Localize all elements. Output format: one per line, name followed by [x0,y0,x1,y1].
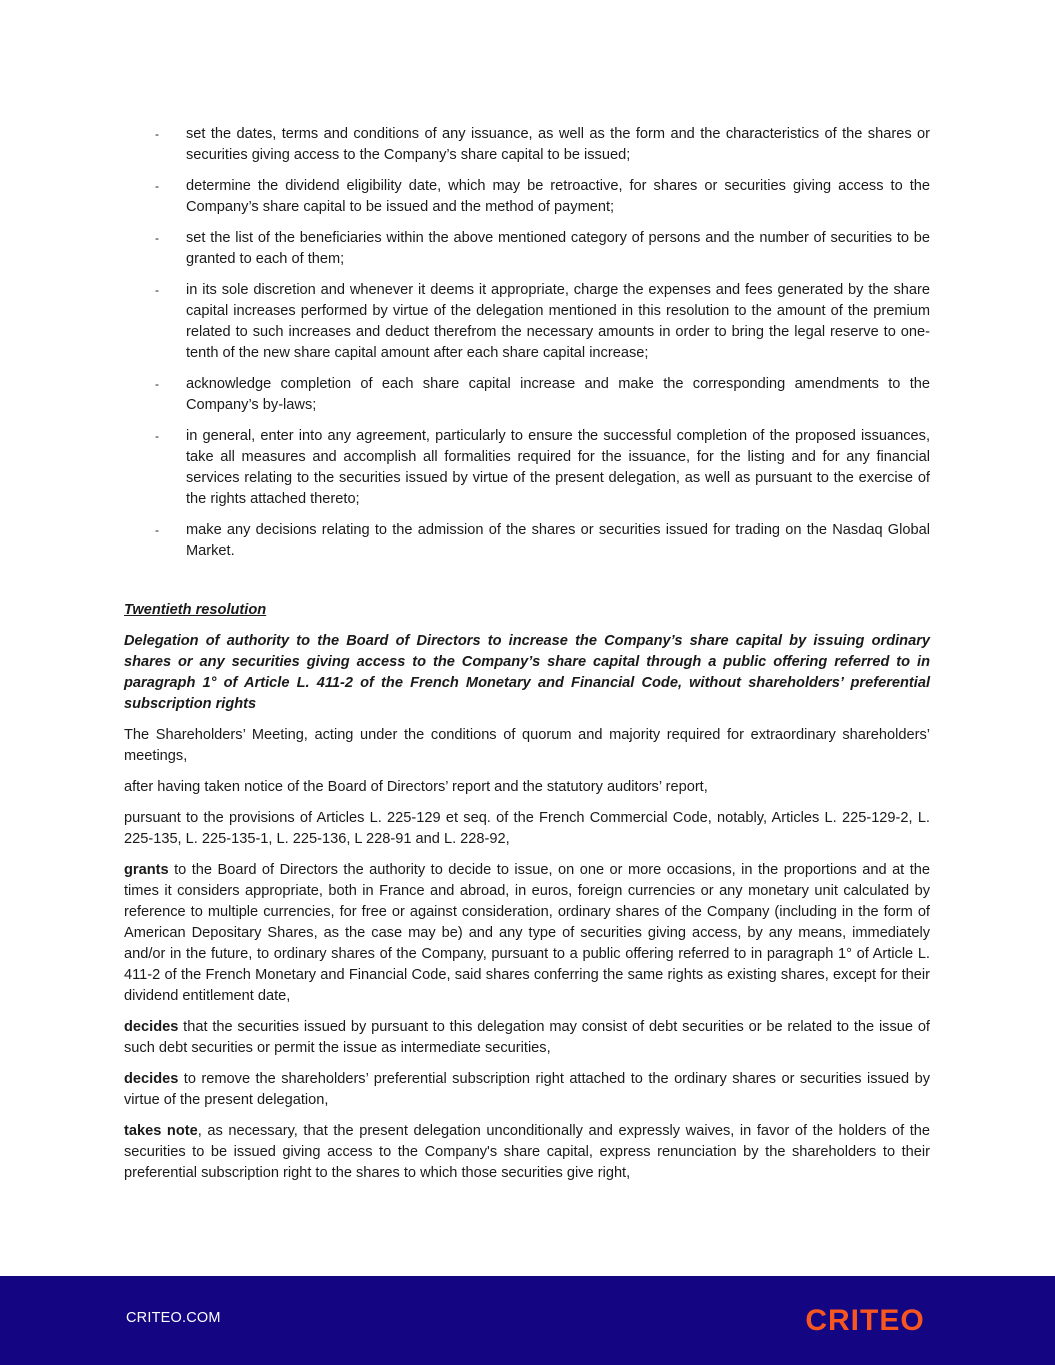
list-item: - set the list of the beneficiaries within the above mentioned category of persons and the number of securities to be granted to each of them; [155,230,930,267]
list-item: - set the dates, terms and conditions of any issuance, as well as the form and the characteristics of the shares or securities giving access to the Company’s share capital to be issued; [155,126,930,163]
bullet-dash: - [155,377,159,391]
paragraph-takes-note: takes note, as necessary, that the present delegation unconditionally and expressly waives, in favor of the holders of the securities to be issued giving access to the Company's share capital, express renunciation by the shareholders to their preferential subscription right to the shares to which those securities give right, [124,1123,930,1181]
paragraph-decides: decides that the securities issued by pursuant to this delegation may consist of debt securities or be related to the issue of such debt securities or permit the issue as intermediate securities, [124,1019,930,1056]
resolution-title: Delegation of authority to the Board of Directors to increase the Company’s share capital by issuing ordinary shares or any securities giving access to the Company’s share capital through a public offering referred to in paragraph 1° of Article L. 411-2 of the French Monetary and Financial Code, without shareholders’ preferential subscription rights [124,633,930,712]
paragraph: after having taken notice of the Board of Directors’ report and the statutory auditors’ report, [124,779,708,795]
list-item: - make any decisions relating to the admission of the shares or securities issued for trading on the Nasdaq Global Market. [155,522,930,559]
bullet-dash: - [155,179,159,193]
paragraph-lead: grants [124,862,169,878]
criteo-logo [800,1304,930,1336]
footer-site-link[interactable]: CRITEO.COM [126,1310,221,1326]
bullet-dash: - [155,429,159,443]
resolution-heading: Twentieth resolution [124,602,267,618]
list-item: - determine the dividend eligibility date, which may be retroactive, for shares or securities giving access to the Company’s share capital to be issued and the method of payment; [155,178,930,215]
bullet-dash: - [155,283,159,297]
page-footer [0,1276,1055,1365]
bullet-list [124,124,930,562]
paragraph: The Shareholders’ Meeting, acting under the conditions of quorum and majority required for extraordinary shareholders’ meetings, [124,727,930,764]
paragraph-decides: decides to remove the shareholders’ preferential subscription right attached to the ordinary shares or securities issued by virtue of the present delegation, [124,1071,930,1108]
bullet-dash: - [155,127,159,141]
paragraph-lead: decides [124,1071,179,1087]
paragraph-lead: decides [124,1019,179,1035]
paragraph-lead: takes note [124,1123,198,1139]
paragraph: pursuant to the provisions of Articles L. 225-129 et seq. of the French Commercial Code, notably, Articles L. 225-129-2, L. 225-135, L. 225-135-1, L. 225-136, L 228-91 and L. 228-92, [124,810,930,847]
document-body [124,124,930,1194]
list-item: - acknowledge completion of each share capital increase and make the corresponding amendments to the Company’s by-laws; [155,376,930,413]
list-item: - in its sole discretion and whenever it deems it appropriate, charge the expenses and fees generated by the share capital increases performed by virtue of the delegation mentioned in this resolution to the amount of the premium related to such increases and deduct therefrom the necessary amounts in order to bring the legal reserve to one-tenth of the new share capital amount after each share capital increase; [155,282,930,361]
logo-text: CRITEO [805,1304,925,1336]
bullet-dash: - [155,523,159,537]
bullet-dash: - [155,231,159,245]
list-item: - in general, enter into any agreement, particularly to ensure the successful completion of the proposed issuances, take all measures and accomplish all formalities required for the issuance, for the listing and for any financial services relating to the securities issued by virtue of the present delegation, as well as pursuant to the exercise of the rights attached thereto; [155,428,930,507]
paragraph-grants: grants to the Board of Directors the authority to decide to issue, on one or more occasions, in the proportions and at the times it considers appropriate, both in France and abroad, in euros, foreign currencies or any monetary unit calculated by reference to multiple currencies, for free or against consideration, ordinary shares of the Company (including in the form of American Depositary Shares, as the case may be) and any type of securities giving access, by any means, immediately and/or in the future, to ordinary shares of the Company, pursuant to a public offering referred to in paragraph 1° of Article L. 411-2 of the French Monetary and Financial Code, said shares conferring the same rights as existing shares, except for their dividend entitlement date, [124,862,930,1004]
